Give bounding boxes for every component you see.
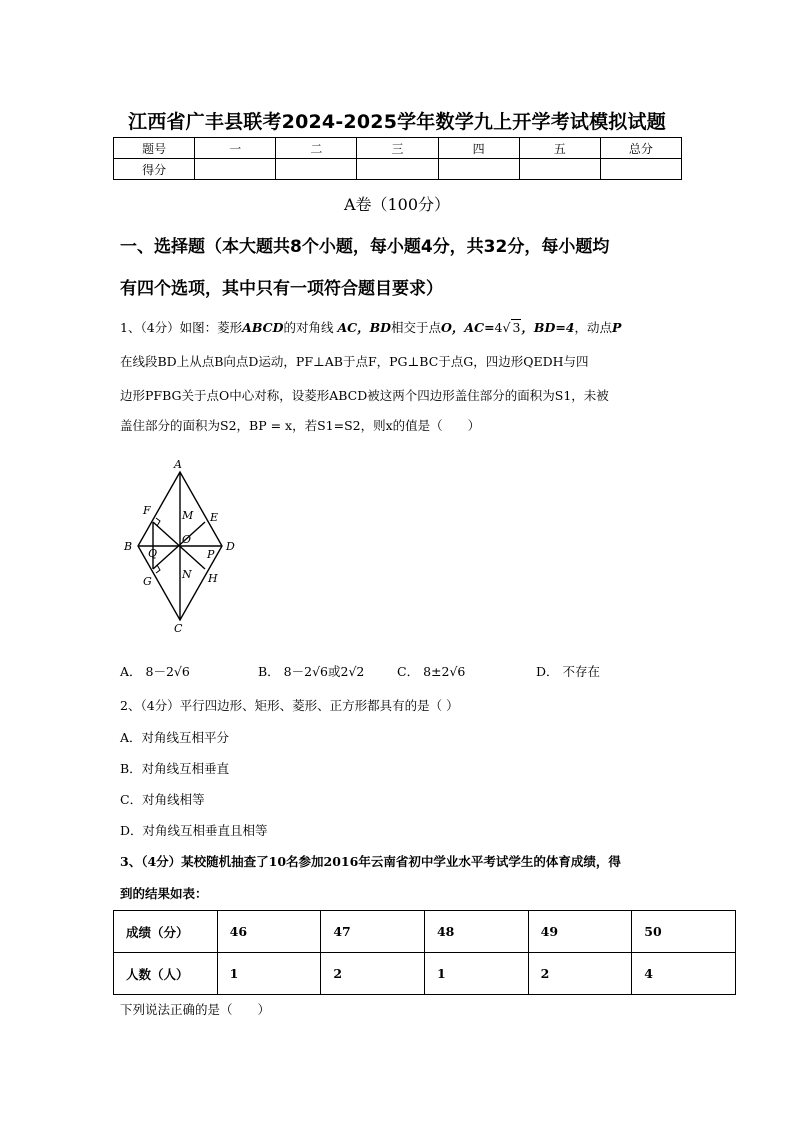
option-value: 8－2√6 xyxy=(145,664,190,679)
grades-cell: 47 xyxy=(321,911,425,953)
section-heading-a: A卷（100分） xyxy=(343,195,451,214)
score-header-cell: 总分 xyxy=(600,138,681,159)
score-cell xyxy=(438,159,519,180)
figure-label-d: D xyxy=(226,540,235,553)
q1-text: 1、（4分）如图：菱形 xyxy=(120,320,243,335)
rhombus-figure xyxy=(118,455,258,640)
score-header-cell: 题号 xyxy=(114,138,195,159)
grades-cell: 48 xyxy=(424,911,528,953)
score-cell xyxy=(519,159,600,180)
score-header-cell: 三 xyxy=(357,138,438,159)
q1-text: ABCD xyxy=(242,320,284,335)
figure-label-h: H xyxy=(208,572,218,585)
option-label: A． xyxy=(120,664,142,679)
q1-text: ，动点 xyxy=(574,320,613,335)
option-value: 8±2√6 xyxy=(423,664,466,679)
score-header-cell: 四 xyxy=(438,138,519,159)
q1-line3: 边形PFBG关于点O中心对称，设菱形ABCD被这两个四边形盖住部分的面积为S1，未被 xyxy=(120,388,609,403)
q2-stem: 2、（4分）平行四边形、矩形、菱形、正方形都具有的是（ ） xyxy=(120,698,459,713)
grades-cell: 46 xyxy=(217,911,321,953)
option-label: C． xyxy=(397,664,420,679)
q1-line4: 盖住部分的面积为S2，BP = x，若S1=S2，则x的值是（ ） xyxy=(120,418,481,433)
option-label: B． xyxy=(258,664,280,679)
q3-line2: 到的结果如表： xyxy=(120,886,208,901)
q1-text: 相交于点 xyxy=(391,320,442,335)
q1-text: 4 xyxy=(494,320,503,335)
figure-label-m: M xyxy=(182,509,194,522)
option-value: 8－2√6或2√2 xyxy=(283,664,365,679)
figure-label-n: N xyxy=(182,568,192,581)
figure-label-q: Q xyxy=(148,547,158,560)
q1-text: AC，BD xyxy=(337,320,392,335)
q2-option-a: A．对角线互相平分 xyxy=(120,730,230,745)
q1-text: O，AC= xyxy=(441,320,495,335)
grades-row-score xyxy=(114,911,736,953)
q1-option-a xyxy=(120,662,190,680)
figure-label-p: P xyxy=(207,548,215,561)
grades-cell: 49 xyxy=(528,911,632,953)
q1-sqrt: 3 xyxy=(512,320,521,335)
score-header-cell: 一 xyxy=(195,138,276,159)
exam-title: 江西省广丰县联考2024-2025学年数学九上开学考试模拟试题 xyxy=(128,111,666,133)
q3-line1: 3、（4分）某校随机抽查了10名参加2016年云南省初中学业水平考试学生的体育成绩，得 xyxy=(120,854,621,869)
score-header-row xyxy=(114,138,682,159)
figure-label-o: O xyxy=(182,533,192,546)
grades-table xyxy=(113,910,736,995)
q3-after: 下列说法正确的是（ ） xyxy=(120,1002,271,1017)
grades-cell: 人数（人） xyxy=(114,953,218,995)
option-label: D． xyxy=(536,664,559,679)
q2-option-c: C．对角线相等 xyxy=(120,792,205,807)
score-cell xyxy=(195,159,276,180)
score-table xyxy=(113,137,682,180)
figure-label-a: A xyxy=(174,458,182,471)
score-value-row xyxy=(114,159,682,180)
grades-cell: 成绩（分） xyxy=(114,911,218,953)
grades-cell: 2 xyxy=(528,953,632,995)
q1-text: ，BD=4 xyxy=(521,320,575,335)
score-header-cell: 五 xyxy=(519,138,600,159)
q1-line2: 在线段BD上从点B向点D运动，PF⊥AB于点F，PG⊥BC于点G，四边形QEDH与四 xyxy=(120,354,589,369)
q1-text: P xyxy=(612,320,622,335)
q1-text: 的对角线 xyxy=(283,320,334,335)
figure-label-b: B xyxy=(124,540,133,553)
grades-cell: 1 xyxy=(424,953,528,995)
grades-cell: 50 xyxy=(632,911,736,953)
grades-cell: 1 xyxy=(217,953,321,995)
q2-option-b: B．对角线互相垂直 xyxy=(120,761,230,776)
grades-row-count xyxy=(114,953,736,995)
score-cell xyxy=(600,159,681,180)
q1-option-d xyxy=(536,662,600,680)
q2-option-d: D．对角线互相垂直且相等 xyxy=(120,823,268,838)
grades-cell: 4 xyxy=(632,953,736,995)
figure-label-f: F xyxy=(143,504,151,517)
grades-cell: 2 xyxy=(321,953,425,995)
section1-line2: 有四个选项，其中只有一项符合题目要求） xyxy=(120,279,443,299)
q1-option-c xyxy=(397,662,465,680)
score-header-cell: 二 xyxy=(276,138,357,159)
q1-option-b xyxy=(258,662,364,680)
score-row-label: 得分 xyxy=(114,159,195,180)
section1-line1: 一、选择题（本大题共8个小题，每小题4分，共32分，每小题均 xyxy=(120,237,610,257)
figure-label-g: G xyxy=(143,575,152,588)
figure-label-c: C xyxy=(174,622,183,635)
option-value: 不存在 xyxy=(562,664,601,679)
score-cell xyxy=(276,159,357,180)
figure-label-e: E xyxy=(210,511,219,524)
q1-line1: 1、（4分）如图：菱形ABCD的对角线 AC，BD相交于点O，AC=4√ 3，BD=4，动点P xyxy=(120,320,622,335)
score-cell xyxy=(357,159,438,180)
